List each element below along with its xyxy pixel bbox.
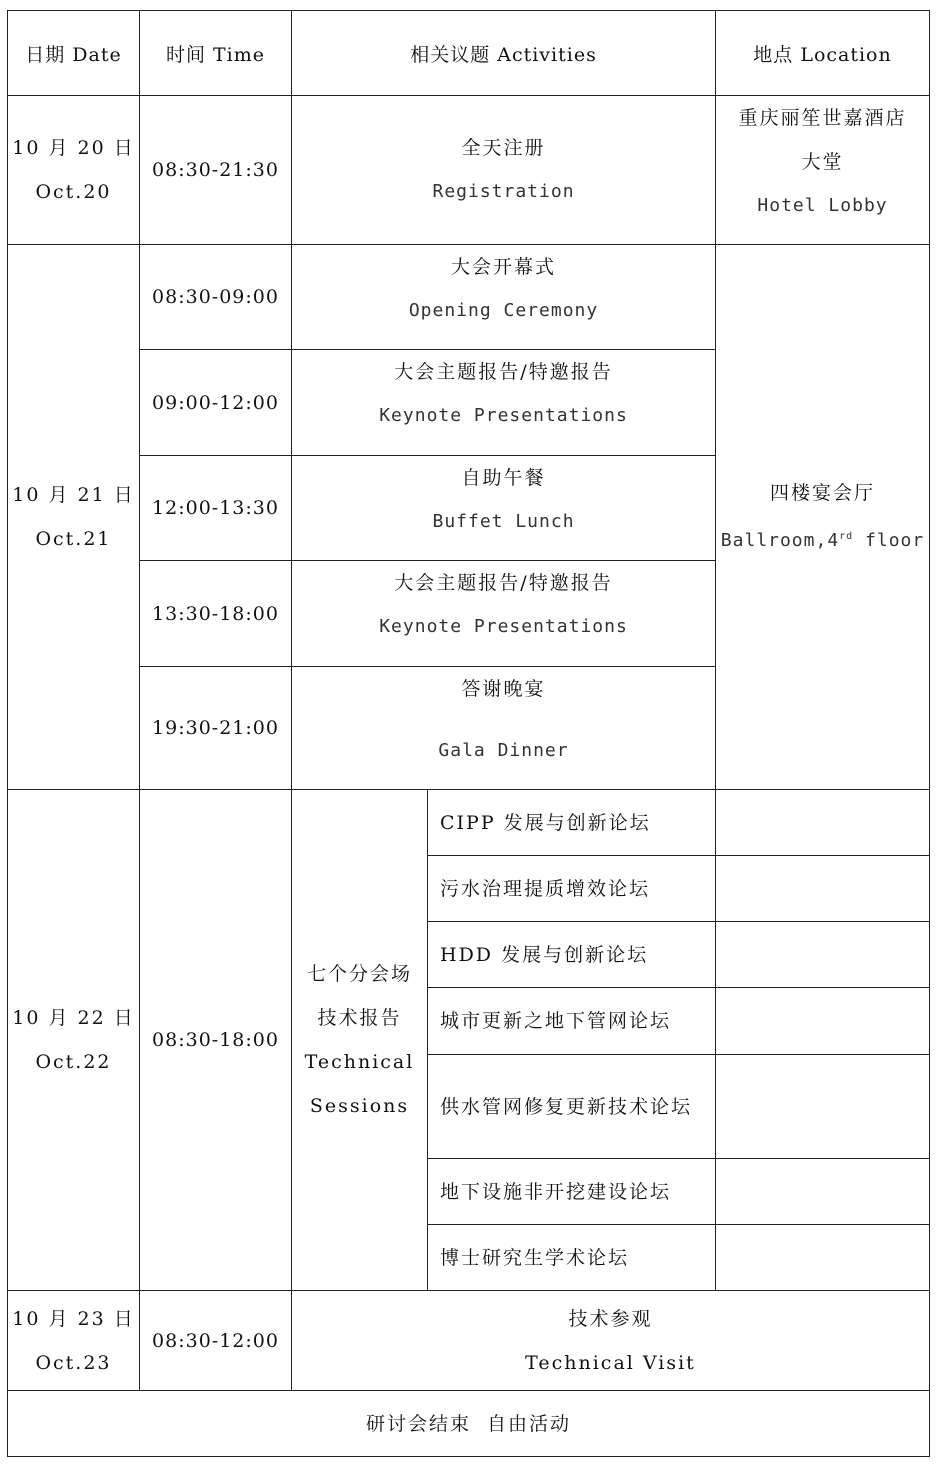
day21-activity-2 (292, 350, 716, 456)
day21-activity-1-en: Opening Ceremony (408, 300, 599, 321)
day23-activity-en: Technical Visit (525, 1351, 696, 1374)
day21-activity-1 (292, 245, 716, 350)
forum-location-cell (716, 988, 930, 1055)
day21-row-1 (8, 245, 930, 350)
forum-item: 污水治理提质增效论坛 (428, 856, 716, 922)
day21-location-en: Ballroom,4rd floor (720, 530, 925, 551)
forum-location-cell (716, 1225, 930, 1291)
day20-date-en: Oct.20 (35, 181, 112, 203)
header-activities: 相关议题 Activities (292, 11, 716, 96)
day20-location (716, 96, 930, 245)
day21-activity-4-cn: 大会主题报告/特邀报告 (394, 572, 613, 594)
forum-item: 城市更新之地下管网论坛 (428, 988, 716, 1055)
day21-location-cn: 四楼宴会厅 (770, 482, 876, 504)
day21-date-cn: 10 月 21 日 (12, 484, 135, 506)
day20-location-en: Hotel Lobby (757, 195, 888, 216)
day22-row-1 (8, 790, 930, 856)
forum-location-cell (716, 1159, 930, 1225)
forum-location-cell (716, 922, 930, 988)
day20-activity-en: Registration (432, 181, 575, 202)
day21-activity-4-en: Keynote Presentations (379, 616, 628, 637)
day22-time: 08:30-18:00 (140, 790, 292, 1291)
footer-text: 研讨会结束 自由活动 (8, 1391, 930, 1457)
day23-date-cell (8, 1291, 140, 1391)
day22-date-cn: 10 月 22 日 (12, 1007, 135, 1029)
day22-date-cell (8, 790, 140, 1291)
day21-time-4: 13:30-18:00 (140, 561, 292, 667)
day21-activity-3-en: Buffet Lunch (432, 511, 575, 532)
day20-time: 08:30-21:30 (140, 96, 292, 245)
day20-date-cell (8, 96, 140, 245)
day21-location (716, 245, 930, 790)
forum-item: HDD 发展与创新论坛 (428, 922, 716, 988)
day21-time-1: 08:30-09:00 (140, 245, 292, 350)
day21-activity-5 (292, 667, 716, 790)
day20-location-cn-2: 大堂 (801, 151, 844, 173)
header-location: 地点 Location (716, 11, 930, 96)
day23-row (8, 1291, 930, 1391)
day22-sessions-cn-1: 七个分会场 (306, 963, 412, 985)
header-row (8, 11, 930, 96)
footer-row (8, 1391, 930, 1457)
day22-date-en: Oct.22 (35, 1051, 112, 1073)
day20-row (8, 96, 930, 245)
day21-activity-3-cn: 自助午餐 (461, 467, 546, 489)
day20-location-cn-1: 重庆丽笙世嘉酒店 (738, 107, 907, 129)
forum-item: CIPP 发展与创新论坛 (428, 790, 716, 856)
header-time: 时间 Time (140, 11, 292, 96)
day23-date-en: Oct.23 (35, 1351, 112, 1374)
day21-time-5: 19:30-21:00 (140, 667, 292, 790)
day20-activity-cn: 全天注册 (461, 137, 546, 159)
day20-activity (292, 96, 716, 245)
day23-activity (292, 1291, 930, 1391)
day22-sessions-en-2: Sessions (309, 1095, 410, 1117)
forum-item: 供水管网修复更新技术论坛 (428, 1055, 716, 1159)
day20-date-cn: 10 月 20 日 (12, 137, 135, 159)
forum-location-cell (716, 1055, 930, 1159)
day21-date-cell (8, 245, 140, 790)
day23-time: 08:30-12:00 (140, 1291, 292, 1391)
day23-date-cn: 10 月 23 日 (12, 1307, 135, 1330)
schedule-table (7, 10, 930, 1457)
day22-sessions-cn-2: 技术报告 (317, 1007, 402, 1029)
day21-activity-5-en: Gala Dinner (438, 740, 569, 761)
day21-activity-4 (292, 561, 716, 667)
forum-location-cell (716, 856, 930, 922)
forum-item: 博士研究生学术论坛 (428, 1225, 716, 1291)
day21-activity-2-en: Keynote Presentations (379, 405, 628, 426)
day21-time-3: 12:00-13:30 (140, 456, 292, 561)
day21-activity-2-cn: 大会主题报告/特邀报告 (394, 361, 613, 383)
forum-location-cell (716, 790, 930, 856)
day21-activity-5-cn: 答谢晚宴 (461, 678, 546, 700)
day21-date-en: Oct.21 (35, 528, 112, 550)
forum-item: 地下设施非开挖建设论坛 (428, 1159, 716, 1225)
day21-time-2: 09:00-12:00 (140, 350, 292, 456)
day22-sessions-en-1: Technical (304, 1051, 415, 1073)
header-date: 日期 Date (8, 11, 140, 96)
day21-activity-1-cn: 大会开幕式 (451, 256, 557, 278)
day23-activity-cn: 技术参观 (568, 1307, 653, 1330)
day22-sessions (292, 790, 428, 1291)
day21-activity-3 (292, 456, 716, 561)
